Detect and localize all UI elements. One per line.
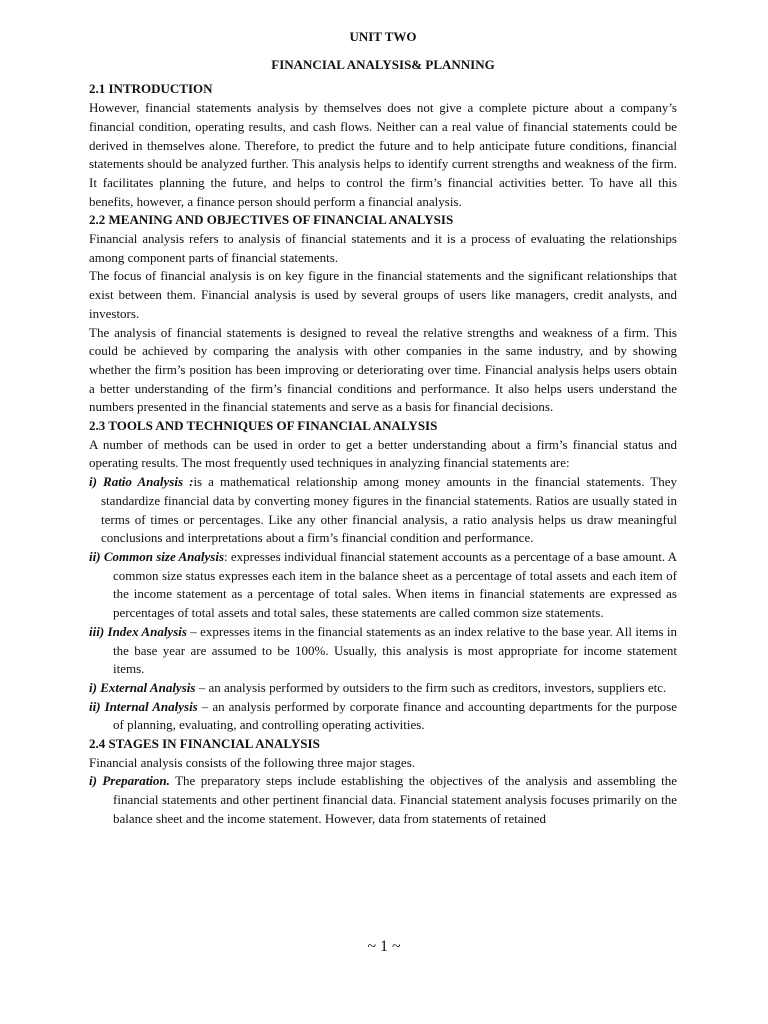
list-item-text: The preparatory steps include establishing the objectives of the analysis and assembling the financial statements and other pertinent financial data. Financial statement analysis focuses primarily on the balance sheet and the income statement. However, data from statements of retained bbox=[113, 773, 677, 826]
list-item-text: – an analysis performed by outsiders to the firm such as creditors, investors, suppliers etc. bbox=[195, 679, 667, 695]
section-heading-2-3: 2.3 TOOLS AND TECHNIQUES OF FINANCIAL ANALYSIS bbox=[89, 418, 438, 434]
list-item-term: ii) Common size Analysis bbox=[89, 548, 225, 564]
paragraph: A number of methods can be used in order to get a better understanding about a firm’s financial status and operating results. The most frequently used techniques in analyzing financial statements are: bbox=[89, 436, 677, 471]
section-heading-2-2: 2.2 MEANING AND OBJECTIVES OF FINANCIAL ANALYSIS bbox=[89, 212, 454, 228]
page-content bbox=[89, 28, 677, 829]
chapter-title: FINANCIAL ANALYSIS& PLANNING bbox=[271, 56, 495, 72]
paragraph: The focus of financial analysis is on key figure in the financial statements and the significant relationships that exist between them. Financial analysis is used by several groups of users like managers, credit analysts, and investors. bbox=[89, 268, 677, 321]
list-item-term: ii) Internal Analysis bbox=[89, 698, 198, 714]
unit-title: UNIT TWO bbox=[349, 29, 417, 44]
paragraph: Financial analysis consists of the following three major stages. bbox=[89, 754, 416, 770]
list-item-text: – expresses items in the financial statements as an index relative to the base year. All items in the base year are assumed to be 100%. Usually, this analysis is most appropriate for income statement items. bbox=[113, 623, 677, 677]
list-item-term: i) Ratio Analysis : bbox=[89, 474, 194, 490]
list-item-text: is a mathematical relationship among money amounts in the financial statements. They standardize financial data by converting money figures in the financial statements. Ratios are usually stated in terms of times or percentages. Like any other financial analysis, a ratio analysis helps us draw meaningful conclusions and interpretations about a firm’s financial condition and performance. bbox=[101, 474, 677, 546]
list-item-preparation bbox=[89, 772, 677, 828]
list-item-text: – an analysis performed by corporate finance and accounting departments for the purpose of planning, evaluating, and controlling operating activities. bbox=[113, 698, 677, 733]
list-item-term: i) External Analysis bbox=[89, 679, 196, 695]
paragraph: The analysis of financial statements is designed to reveal the relative strengths and weakness of a firm. This could be achieved by comparing the analysis with other companies in the same industry, and by showing whether the firm’s position has been improving or deteriorating over time. Financial analysis helps users obtain a better understanding of the firm’s financial conditions and performance. It also helps users understand the numbers presented in the financial statements and serve as a basis for financial decisions. bbox=[89, 324, 677, 415]
list-item-text: : expresses individual financial statement accounts as a percentage of a base amount. A common size status expresses each item in the balance sheet as a percentage of total assets and each item of the income statement as a percentage of total sales. When items in financial statements are expressed as percentages of total assets and total sales, these statements are called common size statements. bbox=[113, 548, 677, 621]
list-item-external-analysis bbox=[89, 679, 677, 698]
list-item-index-analysis bbox=[89, 623, 677, 679]
paragraph: Financial analysis refers to analysis of financial statements and it is a process of evaluating the relationships among component parts of financial statements. bbox=[89, 231, 677, 265]
section-heading-2-4: 2.4 STAGES IN FINANCIAL ANALYSIS bbox=[89, 736, 320, 752]
page-number: ~ 1 ~ bbox=[367, 938, 401, 955]
list-item-internal-analysis bbox=[89, 698, 677, 735]
list-item-ratio-analysis bbox=[89, 473, 677, 548]
paragraph: However, financial statements analysis by themselves does not give a complete picture about a company’s financial condition, operating results, and cash flows. Neither can a real value of financial statements could be derived in themselves alone. Therefore, to predict the future and to help anticipate future conditions, financial statements should be analyzed further. This analysis helps to identify current strengths and weakness of the firm. It facilitates planning the future, and helps to control the firm’s financial activities better. To have all this benefits, however, a finance person should perform a financial analysis. bbox=[89, 100, 677, 209]
list-item-common-size-analysis bbox=[89, 548, 677, 623]
list-item-term: iii) Index Analysis bbox=[89, 623, 187, 639]
section-heading-2-1: 2.1 INTRODUCTION bbox=[89, 81, 213, 97]
list-item-term: i) Preparation. bbox=[89, 773, 170, 789]
